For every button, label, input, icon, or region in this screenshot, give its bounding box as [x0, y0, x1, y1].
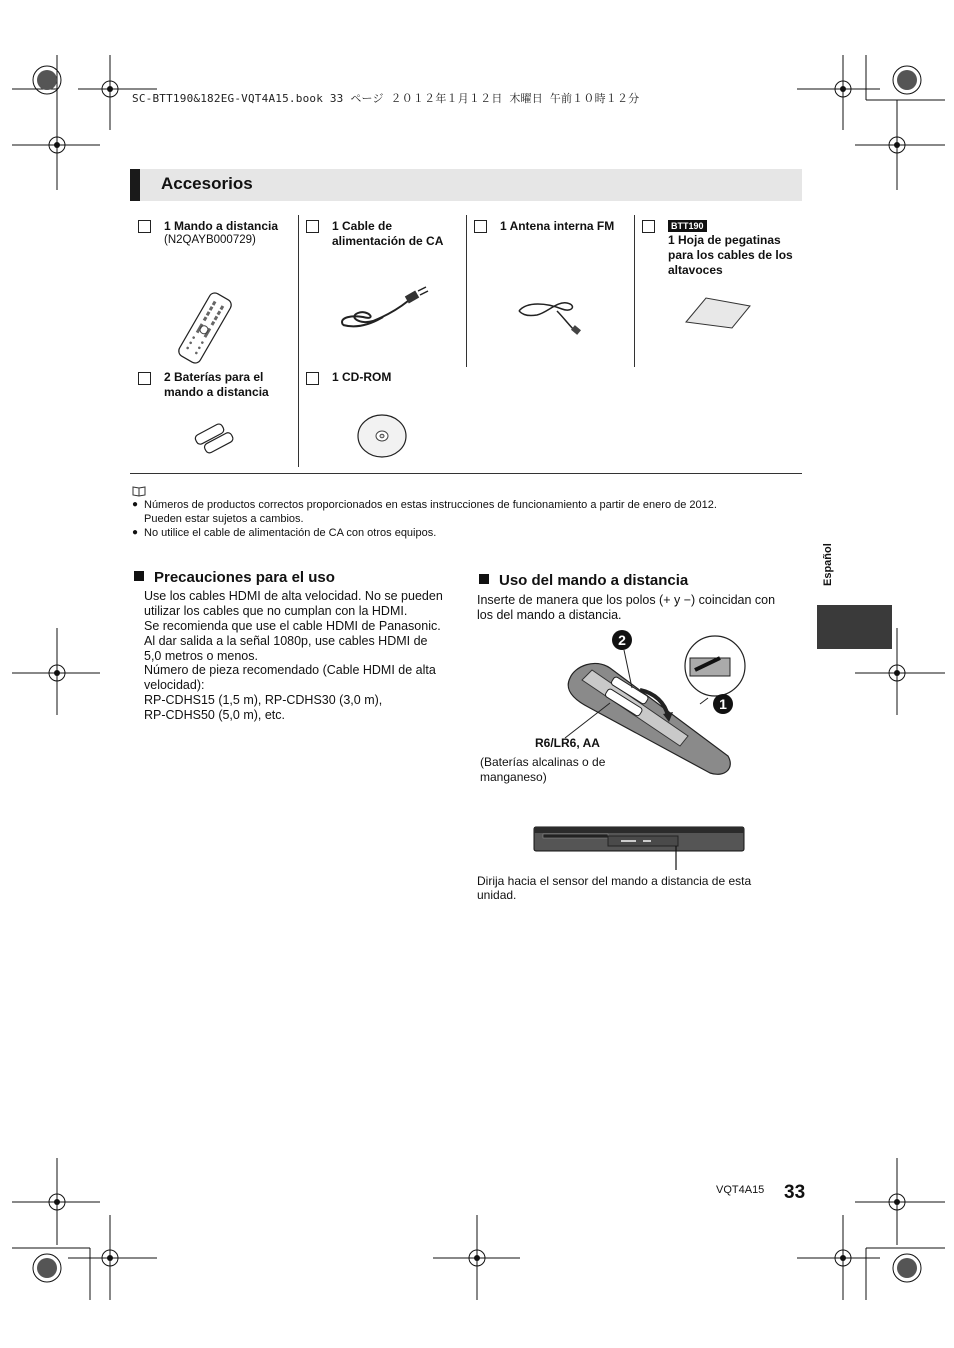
precautions-line: Número de pieza recomendado (Cable HDMI de alta: [144, 663, 436, 677]
grid-bottom-rule: [130, 473, 802, 474]
remote-control-illustration: [165, 288, 245, 368]
accessory-label: 2 Baterías para el mando a distancia: [164, 370, 269, 399]
ac-cable-illustration: [338, 287, 433, 332]
note-book-icon: [132, 485, 146, 496]
remote-use-heading: Uso del mando a distancia: [479, 572, 688, 589]
checkbox[interactable]: [306, 372, 319, 385]
accessory-label: 1 Cable de alimentación de CA: [332, 219, 444, 248]
battery-type-note: manganeso): [480, 770, 547, 784]
precautions-line: Al dar salida a la señal 1080p, use cables HDMI de: [144, 634, 428, 648]
precautions-line: Se recomienda que use el cable HDMI de Panasonic.: [144, 619, 441, 633]
accessory-label: 1 Antena interna FM: [500, 219, 615, 233]
remote-use-intro: Inserte de manera que los polos (+ y −) coincidan con: [477, 593, 776, 607]
precautions-line: Use los cables HDMI de alta velocidad. No se pueden: [144, 589, 443, 603]
accessory-label: 1 CD-ROM: [332, 370, 392, 384]
note-text: Pueden estar sujetos a cambios.: [144, 513, 304, 525]
battery-type-note: (Baterías alcalinas o de: [480, 755, 606, 769]
language-tab: [817, 605, 892, 649]
precautions-line: velocidad):: [144, 678, 205, 692]
sensor-note: unidad.: [477, 888, 517, 902]
grid-divider: [634, 215, 635, 367]
print-header: SC-BTT190&182EG-VQT4A15.book 33 ページ ２０１２年１月１２日 木曜日 午前１０時１２分: [132, 92, 640, 105]
bullet-icon: ●: [132, 499, 139, 510]
batteries-illustration: [193, 423, 238, 453]
accessory-part-number: (N2QAYB000729): [164, 234, 256, 246]
precautions-line: 5,0 metros o menos.: [144, 649, 258, 663]
square-bullet-icon: [479, 574, 489, 584]
step-2-badge: 2: [612, 630, 632, 650]
section-title-bar: [130, 169, 802, 201]
precautions-line: RP-CDHS15 (1,5 m), RP-CDHS30 (3,0 m),: [144, 693, 383, 707]
cd-rom-illustration: [357, 414, 407, 458]
bullet-icon: ●: [132, 527, 139, 538]
document-code: VQT4A15: [716, 1184, 765, 1196]
checkbox[interactable]: [138, 220, 151, 233]
precautions-line: utilizar los cables que no cumplan con la HDMI.: [144, 604, 408, 618]
sticker-sheet-illustration: [684, 296, 754, 331]
note-text: No utilice el cable de alimentación de CA con otros equipos.: [144, 527, 437, 539]
title-accent: [130, 169, 140, 201]
player-unit-illustration: [533, 824, 745, 872]
square-bullet-icon: [134, 571, 144, 581]
checkbox[interactable]: [306, 220, 319, 233]
precautions-heading: Precauciones para el uso: [134, 569, 335, 586]
grid-divider: [298, 215, 299, 467]
note-text: Números de productos correctos proporcionados en estas instrucciones de funcionamiento a partir de enero de 2012.: [144, 499, 717, 511]
model-badge: BTT190: [668, 220, 707, 232]
sensor-note: Dirija hacia el sensor del mando a distancia de esta: [477, 874, 752, 888]
grid-divider: [466, 215, 467, 367]
battery-type-label: R6/LR6, AA: [535, 736, 600, 750]
section-title: Accesorios: [161, 174, 253, 193]
remote-use-intro: los del mando a distancia.: [477, 608, 622, 622]
step-1-badge: 1: [713, 694, 733, 714]
fm-antenna-illustration: [517, 297, 587, 337]
checkbox[interactable]: [138, 372, 151, 385]
accessory-label: 1 Mando a distancia: [164, 219, 279, 233]
checkbox[interactable]: [642, 220, 655, 233]
page-number: 33: [784, 1182, 806, 1203]
precautions-line: RP-CDHS50 (5,0 m), etc.: [144, 708, 286, 722]
accessory-label: 1 Hoja de pegatinas para los cables de los altavoces: [668, 233, 793, 277]
checkbox[interactable]: [474, 220, 487, 233]
language-tab-label: Español: [822, 543, 834, 586]
